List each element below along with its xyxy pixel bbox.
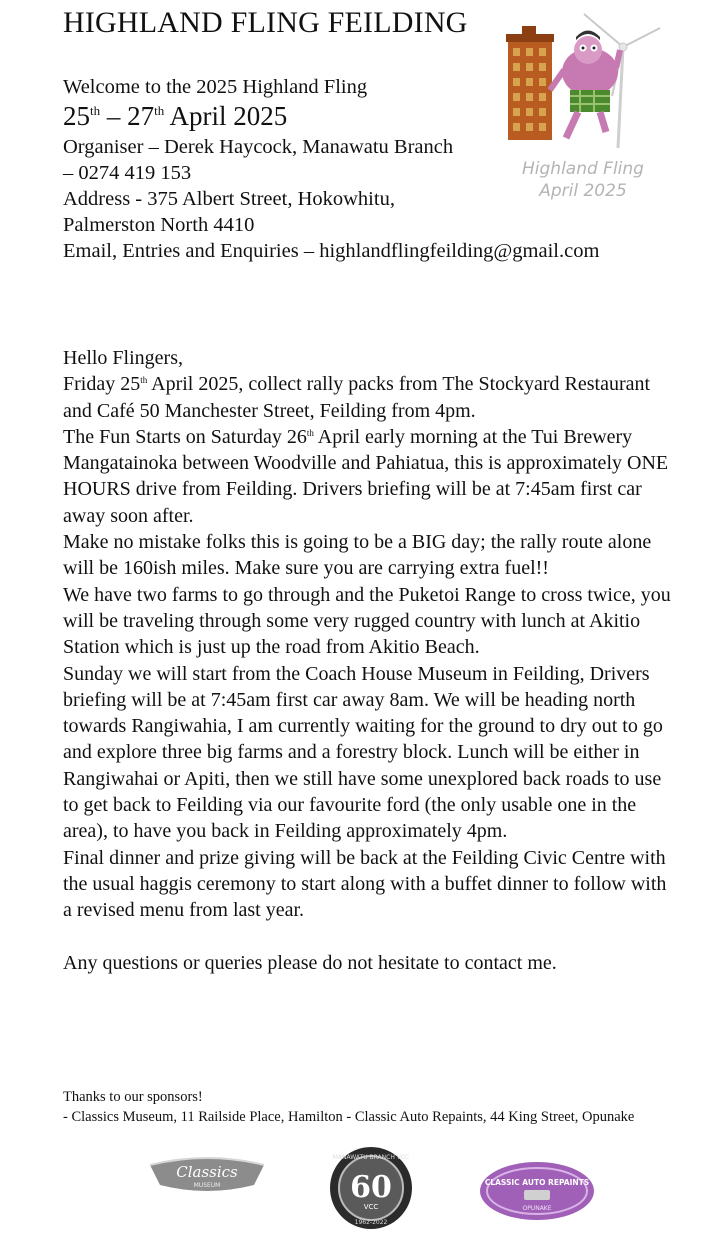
date-month-year: April 2025 — [164, 101, 288, 131]
sponsors-heading: Thanks to our sponsors! — [63, 1089, 203, 1105]
vcc-60-badge-logo — [328, 1145, 414, 1231]
vcc-badge-number: 60 — [350, 1170, 392, 1205]
repaints-logo-subtext: OPUNAKE — [522, 1205, 552, 1212]
building-icon — [506, 26, 554, 140]
friday-text-start: Friday 25 — [63, 373, 141, 396]
vcc-badge-years: 1962-2022 — [354, 1219, 388, 1226]
end-day-suffix: th — [154, 103, 165, 118]
page-title: HIGHLAND FLING FEILDING — [63, 6, 468, 39]
friday-paragraph — [63, 371, 675, 424]
classics-logo-subtext: MUSEUM — [193, 1182, 221, 1189]
sponsors-list: - Classics Museum, 11 Railside Place, Hamilton - Classic Auto Repaints, 44 King Street, Opunake — [63, 1109, 635, 1125]
greeting: Hello Flingers, — [63, 347, 183, 369]
sponsors-section — [63, 1087, 663, 1127]
phone-line: – 0274 419 153 — [63, 162, 192, 184]
organiser-line: Organiser – Derek Haycock, Manawatu Branch — [63, 136, 454, 158]
dinner-paragraph: Final dinner and prize giving will be back at the Feilding Civic Centre with the usual haggis ceremony to start along with a buffet dinner to follow with a revised menu from last year. — [63, 846, 667, 922]
saturday-text-end: April early morning at the Tui Brewery Mangatainoka between Woodville and Pahiatua, this is approximately ONE HOURS drive from Feilding. Drivers briefing will be at 7:45am first car away soon after. — [63, 425, 669, 527]
logo-caption-line-2: April 2025 — [539, 181, 627, 201]
start-day-suffix: th — [90, 103, 101, 118]
start-day: 25 — [63, 101, 90, 131]
end-day: 27 — [127, 101, 155, 131]
address-line-1: Address - 375 Albert Street, Hokowhitu, — [63, 188, 395, 210]
friday-text-end: April 2025, collect rally packs from The Stockyard Restaurant and Café 50 Manchester Street, Feilding from 4pm. — [63, 373, 651, 422]
classics-museum-logo — [146, 1143, 268, 1203]
questions-paragraph: Any questions or queries please do not hesitate to contact me. — [63, 951, 557, 974]
classic-auto-repaints-logo — [478, 1160, 596, 1222]
classics-logo-text: Classics — [176, 1163, 238, 1181]
vcc-badge-ring-text: MANAWATU BRANCH VCC — [332, 1154, 410, 1161]
sunday-paragraph: Sunday we will start from the Coach House Museum in Feilding, Drivers briefing will be at 7:45am first car away 8am. We will be heading north towards Rangiwahia, I am currently waiting for the ground to dry out to go and explore three big farms and a forestry block. Lunch will be either in Rangiwahai or Apiti, then we still have some unexplored back roads to use to get back to Feilding via our favourite ford (the only usable one in the area), to have you back in Feilding approximately 4pm. — [63, 662, 663, 843]
paragraph-gap — [63, 924, 675, 950]
address-line-2: Palmerston North 4410 — [63, 214, 255, 236]
dancer-icon — [550, 31, 620, 139]
email-line[interactable]: Email, Entries and Enquiries – highlandflingfeilding@gmail.com — [63, 240, 600, 262]
logo-caption-line-1: Highland Fling — [522, 159, 644, 179]
welcome-line: Welcome to the 2025 Highland Fling — [63, 76, 368, 98]
saturday-paragraph — [63, 424, 675, 529]
vcc-badge-label: VCC — [363, 1203, 379, 1211]
friday-suffix: th — [140, 375, 148, 386]
farms-paragraph: We have two farms to go through and the Puketoi Range to cross twice, you will be traveling through some very rugged country with lunch at Akitio Station which is just up the road from Akitio Beach. — [63, 583, 671, 659]
big-day-paragraph: Make no mistake folks this is going to be a BIG day; the rally route alone will be 160ish miles. Make sure you are carrying extra fuel!! — [63, 531, 652, 580]
logo-caption — [504, 158, 662, 202]
repaints-logo-text: CLASSIC AUTO REPAINTS — [484, 1178, 590, 1187]
letter-body — [63, 345, 675, 976]
date-dash: – — [106, 101, 128, 131]
saturday-suffix: th — [306, 427, 314, 438]
saturday-text-start: The Fun Starts on Saturday 26 — [63, 425, 307, 448]
